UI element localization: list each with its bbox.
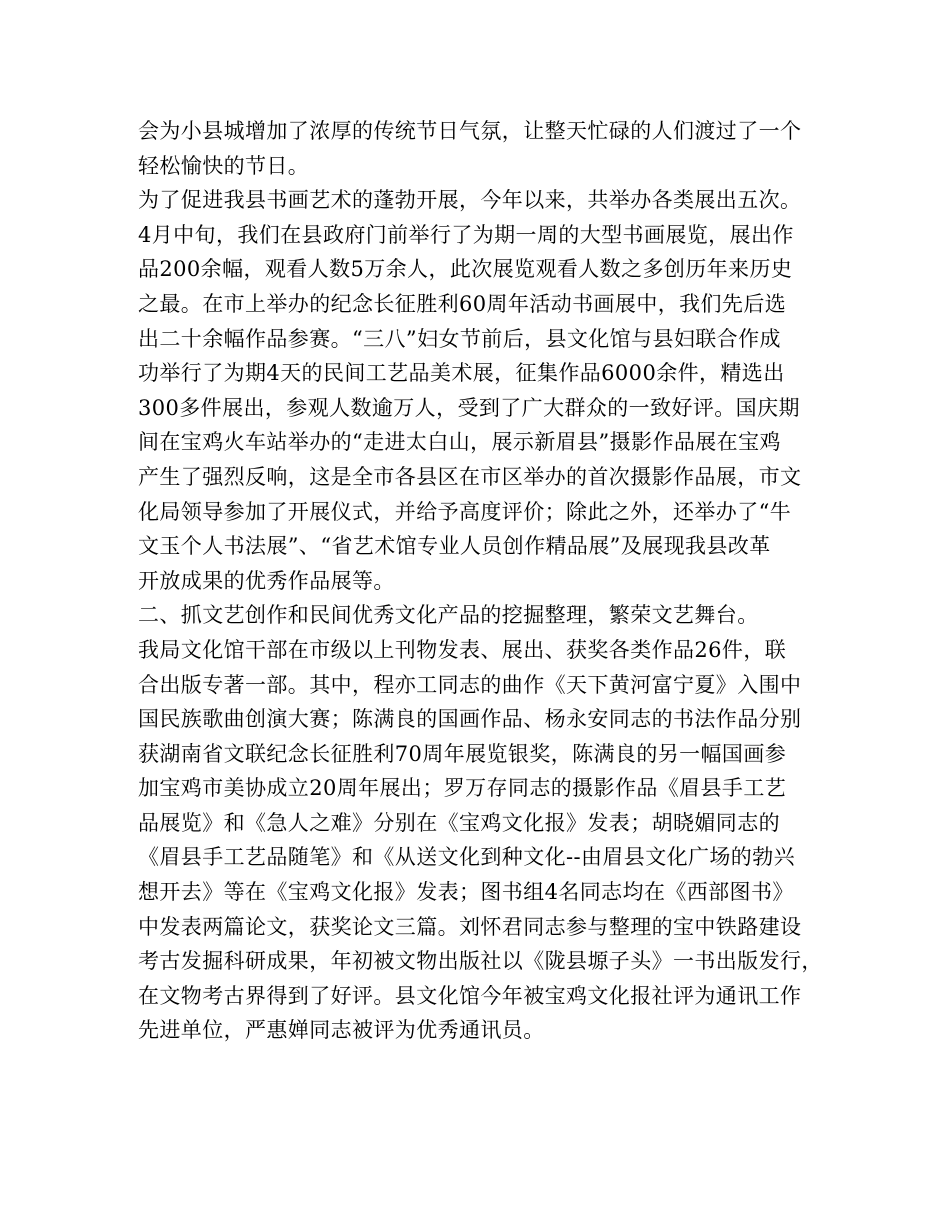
- text-line: 加宝鸡市美协成立20周年展出；罗万存同志的摄影作品《眉县手工艺: [138, 776, 787, 801]
- text-line: 品200余幅，观看人数5万余人，此次展览观看人数之多创历年来历史: [138, 257, 793, 282]
- text-line: 间在宝鸡火车站举办的“走进太白山，展示新眉县”摄影作品展在宝鸡: [138, 430, 781, 455]
- text-line: 300多件展出，参观人数逾万人，受到了广大群众的一致好评。国庆期: [138, 395, 800, 420]
- text-line: 化局领导参加了开展仪式，并给予高度评价；除此之外，还举办了“牛: [138, 499, 792, 524]
- text-line: 4月中旬，我们在县政府门前举行了为期一周的大型书画展览，展出作: [138, 222, 794, 247]
- text-line: 出二十余幅作品参赛。“三八”妇女节前后，县文化馆与县妇联合作成: [138, 326, 781, 351]
- text-line: 想开去》等在《宝鸡文化报》发表；图书组4名同志均在《西部图书》: [138, 880, 794, 905]
- text-line: 为了促进我县书画艺术的蓬勃开展，今年以来，共举办各类展出五次。: [138, 188, 802, 213]
- text-line: 国民族歌曲创演大赛；陈满良的国画作品、杨永安同志的书法作品分别: [138, 707, 802, 732]
- text-line: 品展览》和《急人之难》分别在《宝鸡文化报》发表；胡晓媚同志的: [138, 810, 780, 835]
- document-body: [138, 114, 828, 1048]
- text-line: 考古发掘科研成果，年初被文物出版社以《陇县塬子头》一书出版发行，: [138, 949, 823, 974]
- text-line: 功举行了为期4天的民间工艺品美术展，征集作品6000余件，精选出: [138, 361, 785, 386]
- text-line: 会为小县城增加了浓厚的传统节日气氛，让整天忙碌的人们渡过了一个: [138, 119, 802, 143]
- text-line: 在文物考古界得到了好评。县文化馆今年被宝鸡文化报社评为通讯工作: [138, 983, 802, 1008]
- text-line: 之最。在市上举办的纪念长征胜利60周年活动书画展中，我们先后选: [138, 291, 787, 316]
- text-line: 我局文化馆干部在市级以上刊物发表、展出、获奖各类作品26件，联: [138, 637, 787, 662]
- section-heading: 二、抓文艺创作和民间优秀文化产品的挖掘整理，繁荣文艺舞台。: [138, 603, 759, 628]
- text-line: 先进单位，严惠婵同志被评为优秀通讯员。: [138, 1018, 545, 1043]
- text-line: 合出版专著一部。其中，程亦工同志的曲作《天下黄河富宁夏》入围中: [138, 672, 802, 697]
- text-line: 产生了强烈反响，这是全市各县区在市区举办的首次摄影作品展，市文: [138, 464, 802, 489]
- text-line: 《眉县手工艺品随笔》和《从送文化到种文化--由眉县文化广场的勃兴: [138, 845, 795, 870]
- text-line: 获湖南省文联纪念长征胜利70周年展览银奖，陈满良的另一幅国画参: [138, 741, 787, 766]
- text-line: 文玉个人书法展”、“省艺术馆专业人员创作精品展”及展现我县改革: [138, 534, 771, 559]
- text-line: 开放成果的优秀作品展等。: [138, 568, 395, 593]
- text-line: 轻松愉快的节日。: [138, 153, 310, 178]
- text-line: 中发表两篇论文，获奖论文三篇。刘怀君同志参与整理的宝中铁路建设: [138, 914, 802, 939]
